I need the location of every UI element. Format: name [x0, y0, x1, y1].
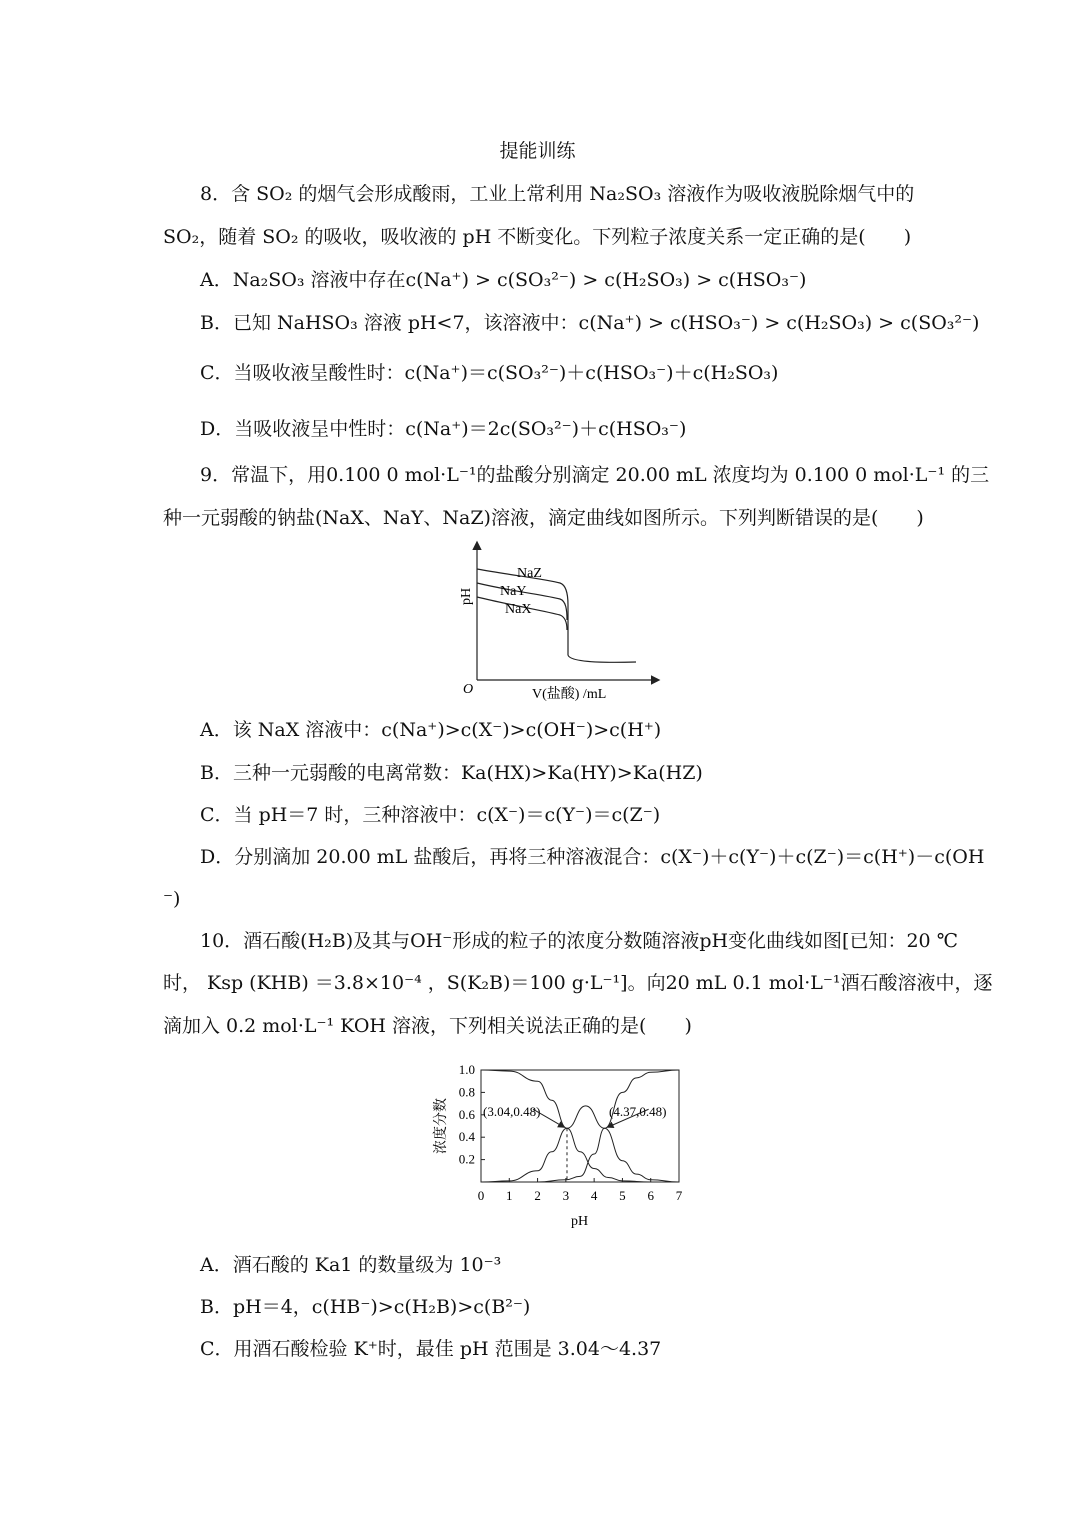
- plot-frame: [481, 1070, 679, 1182]
- question-stem: 10．酒石酸(H₂B)及其与OH⁻形成的粒子的浓度分数随溶液pH变化曲线如图[已知：20 ℃: [200, 930, 958, 952]
- series-curve-0: [481, 1070, 679, 1182]
- option-a: A．该 NaX 溶液中：c(Na⁺)>c(X⁻)>c(OH⁻)>c(H⁺): [200, 719, 662, 741]
- section-title: 提能训练: [499, 140, 576, 162]
- question-stem: 8．含 SO₂ 的烟气会形成酸雨，工业上常利用 Na₂SO₃ 溶液作为吸收液脱除烟气中的: [200, 183, 915, 205]
- curve-label-nay: NaY: [500, 584, 527, 599]
- option-d-continued: ⁻): [163, 888, 181, 910]
- x-tick-label: 1: [506, 1188, 513, 1203]
- option-c: C．当 pH＝7 时，三种溶液中：c(X⁻)＝c(Y⁻)＝c(Z⁻): [200, 804, 661, 826]
- x-tick-label: 5: [619, 1188, 626, 1203]
- x-axis-label: V(盐酸) /mL: [532, 687, 607, 702]
- option-d: D．当吸收液呈中性时：c(Na⁺)＝2c(SO₃²⁻)＋c(HSO₃⁻): [200, 418, 687, 440]
- option-b: B．pH＝4，c(HB⁻)>c(H₂B)>c(B²⁻): [200, 1296, 531, 1318]
- y-tick-label: 0.6: [458, 1106, 475, 1122]
- y-axis-label: 浓度分数: [434, 1098, 449, 1154]
- curve-label-nax: NaX: [505, 602, 532, 617]
- question-stem: 滴加入 0.2 mol·L⁻¹ KOH 溶液，下列相关说法正确的是( ): [163, 1015, 692, 1037]
- concentration-fraction-chart: [425, 1060, 700, 1232]
- option-b: B．三种一元弱酸的电离常数：Ka(HX)>Ka(HY)>Ka(HZ): [200, 762, 703, 784]
- x-tick-label: 0: [477, 1188, 485, 1203]
- y-tick-label: 0.4: [458, 1129, 475, 1145]
- x-tick-label: 7: [675, 1188, 683, 1203]
- curve-label-naz: NaZ: [517, 566, 542, 581]
- y-axis-label: pH: [459, 587, 474, 605]
- question-stem: 种一元弱酸的钠盐(NaX、NaY、NaZ)溶液，滴定曲线如图所示。下列判断错误的是( ): [163, 507, 924, 529]
- x-tick-label: 2: [534, 1188, 541, 1203]
- option-d: D．分别滴加 20.00 mL 盐酸后，再将三种溶液混合：c(X⁻)＋c(Y⁻)＋c(Z⁻)＝c(H⁺)－c(OH: [200, 846, 985, 868]
- point-annotation: (4.37,0.48): [609, 1104, 667, 1119]
- option-a: A．Na₂SO₃ 溶液中存在c(Na⁺) > c(SO₃²⁻) > c(H₂SO₃) > c(HSO₃⁻): [200, 269, 807, 291]
- x-tick-label: 4: [590, 1188, 598, 1203]
- question-stem: SO₂，随着 SO₂ 的吸收，吸收液的 pH 不断变化。下列粒子浓度关系一定正确的是( ): [163, 226, 912, 248]
- y-tick-label: 1.0: [458, 1062, 475, 1077]
- curve-naz: [477, 569, 636, 662]
- origin-label: O: [463, 682, 474, 697]
- question-stem: 时， Ksp (KHB) ＝3.8×10⁻⁴ ，S(K₂B)＝100 g·L⁻¹]。向20 mL 0.1 mol·L⁻¹酒石酸溶液中，逐: [163, 972, 993, 994]
- titration-curve-figure: [450, 535, 670, 705]
- option-c: C．当吸收液呈酸性时：c(Na⁺)＝c(SO₃²⁻)＋c(HSO₃⁻)＋c(H₂SO₃): [200, 362, 779, 384]
- question-stem: 9．常温下，用0.100 0 mol·L⁻¹的盐酸分别滴定 20.00 mL 浓度均为 0.100 0 mol·L⁻¹ 的三: [200, 464, 990, 486]
- y-tick-label: 0.2: [458, 1151, 475, 1167]
- series-curve-2: [481, 1070, 679, 1182]
- y-tick-label: 0.8: [458, 1084, 475, 1100]
- option-c: C．用酒石酸检验 K⁺时，最佳 pH 范围是 3.04～4.37: [200, 1338, 662, 1360]
- option-a: A．酒石酸的 Ka1 的数量级为 10⁻³: [200, 1254, 502, 1276]
- point-annotation: (3.04,0.48): [483, 1104, 541, 1119]
- x-tick-label: 3: [562, 1188, 570, 1203]
- x-tick-label: 6: [647, 1188, 654, 1203]
- x-axis-label: pH: [571, 1214, 589, 1229]
- option-b: B．已知 NaHSO₃ 溶液 pH<7，该溶液中：c(Na⁺) > c(HSO₃⁻) > c(H₂SO₃) > c(SO₃²⁻): [200, 312, 980, 334]
